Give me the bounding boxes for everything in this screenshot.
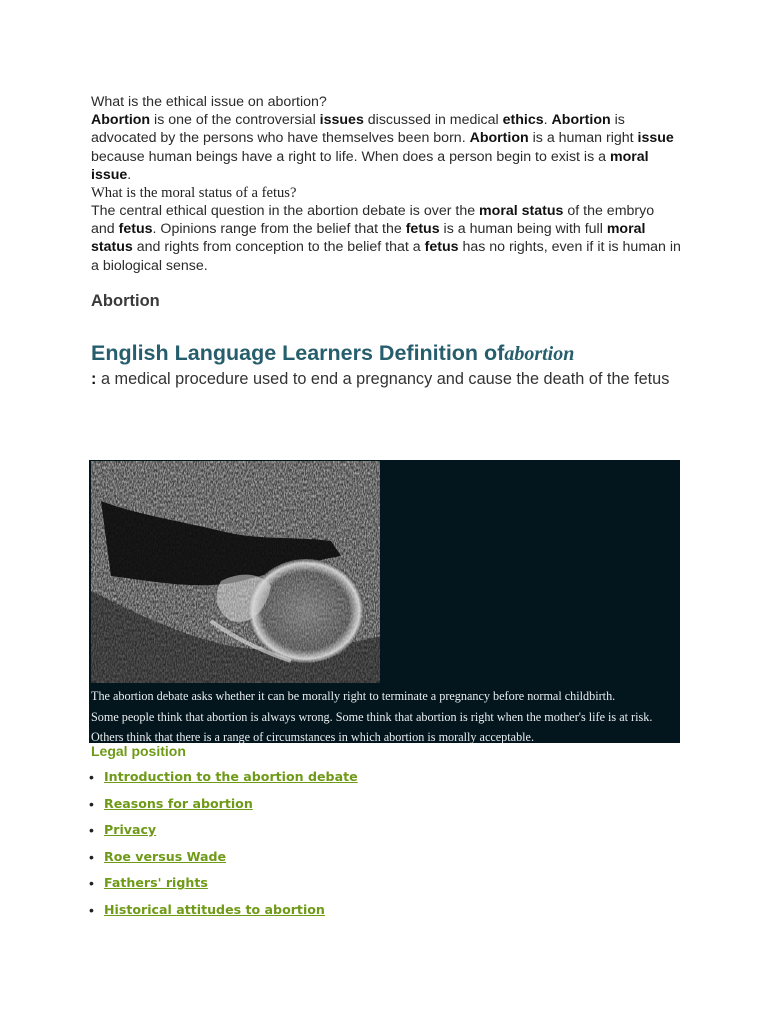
ultrasound-figure [89,460,680,743]
question-moral-status: What is the moral status of a fetus? [91,185,297,202]
bullet-icon: • [89,769,94,785]
bold-term: issues [319,112,364,129]
definition-title-word: abortion [504,342,575,365]
bold-term: issue [637,130,674,147]
list-item [91,874,358,901]
definition-text [91,369,681,389]
text-run: is a human right [528,130,638,147]
paragraph-ethical-issue [91,111,681,184]
list-item [91,901,358,928]
link-historical-attitudes[interactable]: Historical attitudes to abortion [104,901,325,917]
list-item [91,795,358,822]
text-run: of the embryo and [91,203,655,238]
definition-title [91,340,681,367]
text-run: is a human being with full [439,221,607,238]
bullet-icon: • [89,795,94,812]
bold-term: Abortion [91,112,151,129]
article-body [91,93,681,389]
bold-term: fetus [424,239,459,256]
text-run: is one of the controversial [150,112,320,129]
legal-position-heading: Legal position [91,743,186,759]
text-run: is advocated by the persons who have themselves been born. [91,112,625,147]
text-run: because human beings have a right to life. When does a person begin to exist is a [91,148,610,165]
figure-caption [91,686,679,748]
text-run: and rights from conception to the belief that a [132,239,425,256]
bold-term: moral status [479,203,564,220]
bold-term: moral issue [91,148,649,183]
bullet-icon: • [89,901,94,918]
link-roe-versus-wade[interactable]: Roe versus Wade [104,848,227,864]
bullet-icon: • [89,848,94,865]
definition-title-text: English Language Learners Definition of [91,340,505,365]
definition-colon: : [91,369,97,388]
bold-term: Abortion [469,130,529,147]
text-run: discussed in medical [363,112,503,129]
list-item [91,768,358,795]
link-fathers-rights[interactable]: Fathers' rights [104,875,208,891]
bold-term: moral status [91,221,646,256]
list-item [91,821,358,848]
bold-term: ethics [502,112,544,129]
bold-term: Abortion [551,112,611,129]
link-introduction[interactable]: Introduction to the abortion debate [104,769,358,784]
bullet-icon: • [89,822,94,839]
text-run: . Opinions range from the belief that the [152,221,406,238]
caption-line: Some people think that abortion is always wrong. Some think that abortion is right when the mother's life is at risk. [91,709,653,724]
link-privacy[interactable]: Privacy [104,822,157,838]
text-run: The central ethical question in the abortion debate is over the [91,203,480,220]
bold-term: fetus [405,221,440,238]
text-run: has no rights, even if it is human in a biological sense. [91,239,681,274]
paragraph-moral-status [91,202,681,275]
bold-term: fetus [118,221,153,238]
list-item [91,848,358,875]
section-heading-abortion: Abortion [91,291,160,310]
text-run: . [127,166,132,183]
link-reasons[interactable]: Reasons for abortion [104,795,253,811]
topic-link-list [91,768,358,928]
question-ethical-issue: What is the ethical issue on abortion? [91,94,327,110]
ultrasound-image [91,461,380,683]
definition-body: a medical procedure used to end a pregnancy and cause the death of the fetus [96,369,670,388]
text-run: . [543,112,552,129]
bullet-icon: • [89,875,94,892]
caption-line: Others think that there is a range of circumstances in which abortion is morally acceptable. [91,730,534,744]
caption-line: The abortion debate asks whether it can be morally right to terminate a pregnancy before normal childbirth. [91,689,616,703]
